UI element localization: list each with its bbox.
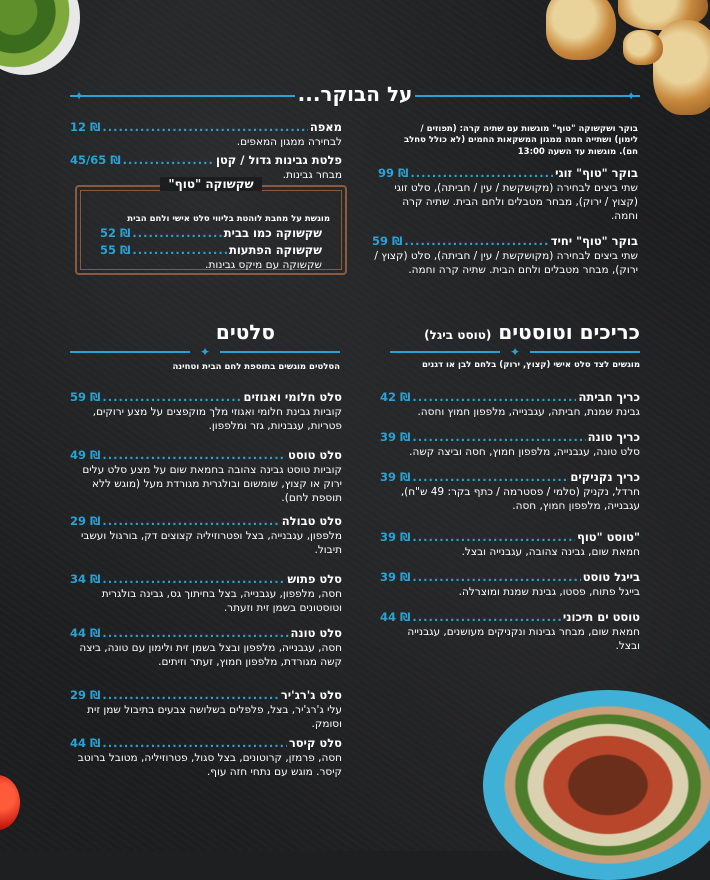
menu-item [372,234,638,277]
item-name: סלט חלומי ואגוזים [243,390,342,404]
item-name: מאפה [309,120,342,134]
item-name: בוקר "טוף" זוגי [555,166,638,180]
item-description: חסה, פרמזן, קרוטונים, בצל סגול, פטרוזיליה, מטובל ברוטב קיסר. מוגש עם נתחי חזה עוף. [77,751,342,779]
item-price: 44 ₪ [70,736,101,750]
item-description: קוביות גבינת חלומי ואגוזי מלך מוקפצים על מצע ירוקים, פטריות, עגבניות, גזר ומלפפון. [92,405,342,433]
item-price: 42 ₪ [380,390,411,404]
item-price: 29 ₪ [70,688,101,702]
breakfast-note: בוקר ושקשוקה "טוף" מוגשות עם שתיה קרה: (תפוזים / לימון) ושתייה חמה ממגון המשקאות החמים (לא כולל סחלב חם). מוגשות עד השעה 13:00 [403,124,638,157]
item-name: טוסט ים תיכוני [562,610,640,624]
item-price: 44 ₪ [380,610,411,624]
item-description: קוביות טוסט גבינה צהובה בחמאת שום על מצע סלט עלים ירוק או קצוץ, שומשום ובולגרית מגורדת מעל (מוגש ללא תוספת לחם). [82,463,342,505]
menu-item [380,570,640,599]
ornament-icon: ✦ [509,345,521,359]
menu-item [70,390,342,433]
salad-bowl-image [483,690,710,880]
item-description: שתי ביצים לבחירה (מקושקשת / עין / חביתה), סלט זוגי (קצוץ / ירוק), מבחר מטבלים ולחם הבית. שתיה קרה וחמה. [394,181,638,223]
item-name: סלט ג'רג'יר [280,688,342,702]
salads-title: סלטים [215,320,275,344]
item-name: שקשוקה כמו בבית [223,226,322,240]
sandwiches-subtitle: (טוסט ביגל) [424,328,492,342]
item-description: גבינת שמנת, חביתה, עגבנייה, מלפפון חמוץ וחסה. [417,405,640,418]
item-description: חמאת שום, גבינה צהובה, עגבנייה ובצל. [461,545,640,558]
item-price: 49 ₪ [70,448,101,462]
menu-item [70,736,342,779]
item-price: 39 ₪ [380,470,411,484]
item-price: 55 ₪ [100,243,131,257]
sandwiches-title: כריכים וטוסטים (טוסט ביגל) [424,320,640,344]
ornament-icon: ✦ [73,89,85,103]
item-price: 52 ₪ [100,226,131,240]
salads-note: הסלטים מוגשים בתוספת לחם הבית וטחינה [172,362,340,372]
item-name: טוסט "טוף" [577,530,640,544]
item-name: סלט טבולה [281,514,342,528]
menu-item [378,166,638,223]
item-name: בוקר "טוף" יחיד [550,234,638,248]
menu-item [70,688,342,731]
menu-item [380,470,640,513]
item-description: חסה, מלפפון, עגבנייה, בצל בחיתוך גס, גבינה בולגרית וטוסטונים בשמן זית וזעתר. [101,587,342,615]
item-description: עלי ג'רג'יר, בצל, פלפלים בשלושה צבעים בתיבול שמן זית וסומק. [87,703,342,731]
item-price: 59 ₪ [372,234,403,248]
item-price: 12 ₪ [70,120,101,134]
ornament-icon: ✦ [625,89,637,103]
item-name: שקשוקה הפתעות [228,243,322,257]
item-price: 39 ₪ [380,570,411,584]
shakshuka-note: מוגשת על מחבת לוהטת בליווי סלט אישי ולחם הבית [127,214,330,224]
item-price: 39 ₪ [380,530,411,544]
breakfast-title: על הבוקר... [297,82,413,106]
item-price: 99 ₪ [378,166,409,180]
menu-item [100,243,322,272]
item-price: 44 ₪ [70,626,101,640]
ornament-icon: ✦ [199,345,211,359]
item-description: סלט טונה, עגבנייה, מלפפון חמוץ, חסה וביצה קשה. [409,445,640,458]
item-name: כריך טונה [587,430,640,444]
item-price: 29 ₪ [70,514,101,528]
menu-item [70,120,342,149]
breakfast-divider [70,90,640,102]
item-description: מלפפון, עגבנייה, בצל ופטרוזיליה קצוצים דק, בורגול ועשבי תיבול. [80,529,342,557]
item-description: בייגל פתוח, פסטו, גבינת שמנת ומוצרלה. [458,585,640,598]
menu-item [70,514,342,557]
menu-item [70,572,342,615]
item-name: סלט טונה [290,626,342,640]
item-price: 34 ₪ [70,572,101,586]
menu-item [380,390,640,419]
item-name: סלט קיסר [288,736,342,750]
item-price: 39 ₪ [380,430,411,444]
item-description: שקשוקה עם מיקס גבינות. [205,258,322,271]
item-price: 59 ₪ [70,390,101,404]
item-name: סלט טוסט [288,448,342,462]
menu-item [380,430,640,459]
menu-item [70,448,342,505]
item-name: סלט פתוש [287,572,342,586]
shakshuka-title: שקשוקה "טוף" [160,177,261,191]
menu-item [380,610,640,653]
item-name: פלטת גבינות גדול / קטן [216,153,342,167]
item-name: כריך נקניקים [570,470,640,484]
menu-item [380,530,640,559]
item-description: חסה, עגבנייה, מלפפון ובצל בשמן זית ולימון עם טונה, ביצה קשה מגורדת, מלפפון חמוץ, זעתר וזיתים. [79,641,342,669]
item-description: מבחר גבינות. [282,168,342,181]
sandwiches-divider [390,346,640,358]
item-price: 45/65 ₪ [70,153,121,167]
item-name: כריך חביתה [578,390,640,404]
salads-divider [70,346,340,358]
menu-item [100,226,322,241]
item-description: לבחירה ממגון המאפים. [236,135,342,148]
item-name: בייגל טוסט [582,570,640,584]
sandwiches-note: מוגשים לצד סלט אישי (קצוץ, ירוק) בלחם לבן או דגנים [421,360,640,370]
item-description: חמאת שום, מבחר גבינות ונקניקים מעושנים, עגבנייה ובצל. [407,625,640,653]
item-description: חרדל, נקניק (סלמי / פסטרמה / כתף בקר: 49 ש"ח), עגבנייה, מלפפון חמוץ, חסה. [400,485,640,513]
menu-item [70,626,342,669]
item-description: שתי ביצים לבחירה (מקושקשת / עין / חביתה), סלט (קצוץ / ירוק), מבחר מטבלים ולחם הבית. שתיה קרה וחמה. [374,249,638,277]
